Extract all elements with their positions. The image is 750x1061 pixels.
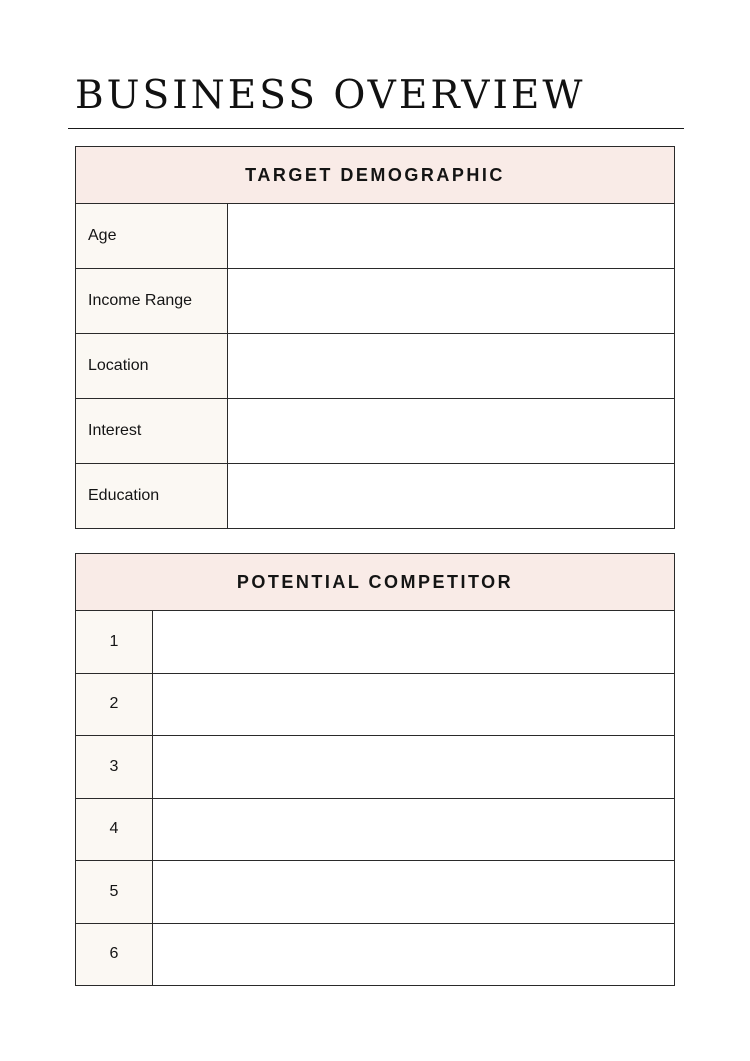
competitor-field[interactable] <box>153 611 675 674</box>
title-divider <box>68 128 684 129</box>
potential-competitor-heading: POTENTIAL COMPETITOR <box>76 554 675 611</box>
interest-field[interactable] <box>228 399 675 464</box>
competitor-number: 3 <box>76 736 153 799</box>
competitor-number: 6 <box>76 923 153 986</box>
education-field[interactable] <box>228 464 675 529</box>
competitor-field[interactable] <box>153 923 675 986</box>
location-field[interactable] <box>228 334 675 399</box>
income-range-field[interactable] <box>228 269 675 334</box>
table-row <box>76 798 675 861</box>
competitor-field[interactable] <box>153 861 675 924</box>
table-row <box>76 673 675 736</box>
page-title: BUSINESS OVERVIEW <box>75 73 586 118</box>
competitor-number: 1 <box>76 611 153 674</box>
competitor-field[interactable] <box>153 798 675 861</box>
table-row <box>76 204 675 269</box>
target-demographic-table <box>75 146 675 529</box>
table-row <box>76 269 675 334</box>
table-row <box>76 334 675 399</box>
table-row <box>76 611 675 674</box>
table-row <box>76 923 675 986</box>
target-demographic-heading: TARGET DEMOGRAPHIC <box>76 147 675 204</box>
competitor-field[interactable] <box>153 736 675 799</box>
table-row <box>76 464 675 529</box>
potential-competitor-table <box>75 553 675 986</box>
table-row <box>76 399 675 464</box>
age-label: Age <box>76 204 228 269</box>
education-label: Education <box>76 464 228 529</box>
table-row <box>76 861 675 924</box>
competitor-field[interactable] <box>153 673 675 736</box>
income-range-label: Income Range <box>76 269 228 334</box>
age-field[interactable] <box>228 204 675 269</box>
competitor-number: 5 <box>76 861 153 924</box>
competitor-number: 2 <box>76 673 153 736</box>
competitor-number: 4 <box>76 798 153 861</box>
location-label: Location <box>76 334 228 399</box>
table-row <box>76 736 675 799</box>
interest-label: Interest <box>76 399 228 464</box>
